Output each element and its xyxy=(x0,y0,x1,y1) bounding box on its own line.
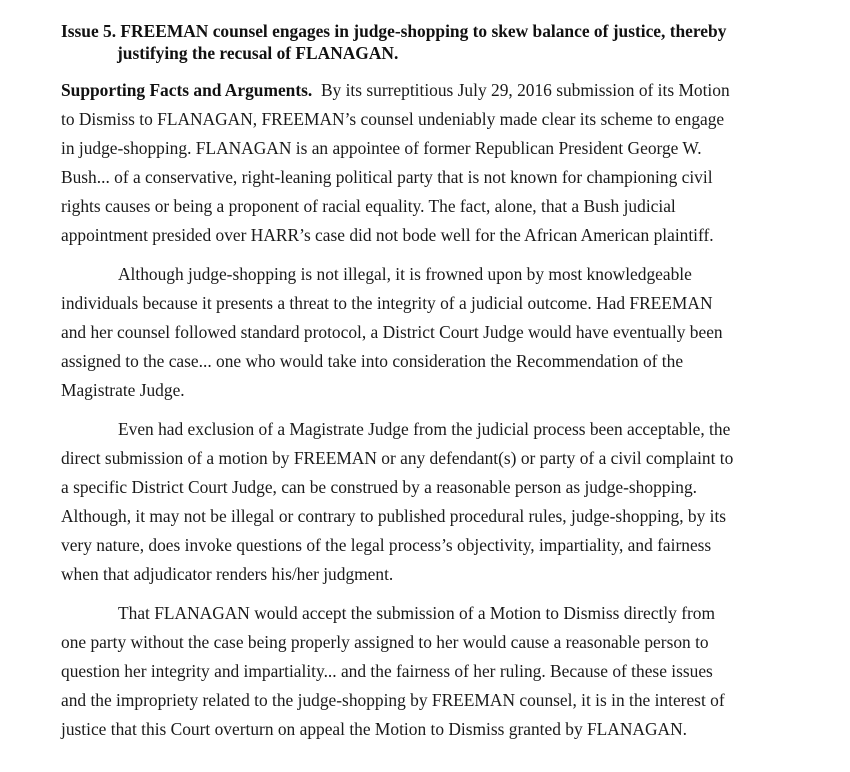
paragraph-line: and the impropriety related to the judge-shopping by FREEMAN counsel, it is in the interest of xyxy=(61,690,725,710)
paragraph-line: Bush... of a conservative, right-leaning political party that is not known for championing civil xyxy=(61,167,713,187)
issue-heading-line: Issue 5. FREEMAN counsel engages in judge-shopping to skew balance of justice, thereby xyxy=(61,21,727,41)
paragraph-line: in judge-shopping. FLANAGAN is an appointee of former Republican President George W. xyxy=(61,138,702,158)
paragraph-line: Although, it may not be illegal or contrary to published procedural rules, judge-shopping, by its xyxy=(61,506,727,526)
paragraph-text: By its surreptitious July 29, 2016 submission of its Motion xyxy=(312,80,730,100)
paragraph-line: to Dismiss to FLANAGAN, FREEMAN’s counsel undeniably made clear its scheme to engage xyxy=(61,109,725,129)
issue-heading-line: justifying the recusal of FLANAGAN. xyxy=(117,43,399,63)
issue-heading xyxy=(61,20,821,64)
document-page xyxy=(61,20,821,744)
paragraph-line: direct submission of a motion by FREEMAN or any defendant(s) or party of a civil complaint to xyxy=(61,448,734,468)
paragraph-line: and her counsel followed standard protocol, a District Court Judge would have eventually been xyxy=(61,322,723,342)
magistrate-exclusion-paragraph xyxy=(61,415,821,589)
paragraph-line: assigned to the case... one who would take into consideration the Recommendation of the xyxy=(61,351,684,371)
paragraph-line: individuals because it presents a threat to the integrity of a judicial outcome. Had FREEMAN xyxy=(61,293,713,313)
paragraph-line: Magistrate Judge. xyxy=(61,380,185,400)
judge-shopping-paragraph xyxy=(61,260,821,405)
paragraph-line: Although judge-shopping is not illegal, it is frowned upon by most knowledgeable xyxy=(118,264,692,284)
paragraph-line xyxy=(61,76,821,105)
paragraph-line: a specific District Court Judge, can be construed by a reasonable person as judge-shopping. xyxy=(61,477,698,497)
paragraph-line: question her integrity and impartiality... and the fairness of her ruling. Because of these issues xyxy=(61,661,713,681)
supporting-facts-paragraph xyxy=(61,76,821,250)
paragraph-line: rights causes or being a proponent of racial equality. The fact, alone, that a Bush judicial xyxy=(61,196,676,216)
conclusion-paragraph xyxy=(61,599,821,744)
paragraph-line: one party without the case being properly assigned to her would cause a reasonable person to xyxy=(61,632,709,652)
paragraph-line: appointment presided over HARR’s case did not bode well for the African American plaintiff. xyxy=(61,225,714,245)
paragraph-line: Even had exclusion of a Magistrate Judge from the judicial process been acceptable, the xyxy=(118,419,731,439)
paragraph-line: very nature, does invoke questions of the legal process’s objectivity, impartiality, and fairness xyxy=(61,535,712,555)
paragraph-line: That FLANAGAN would accept the submission of a Motion to Dismiss directly from xyxy=(118,603,716,623)
paragraph-line: justice that this Court overturn on appeal the Motion to Dismiss granted by FLANAGAN. xyxy=(61,719,687,739)
supporting-facts-label: Supporting Facts and Arguments. xyxy=(61,80,313,100)
paragraph-line: when that adjudicator renders his/her judgment. xyxy=(61,564,394,584)
